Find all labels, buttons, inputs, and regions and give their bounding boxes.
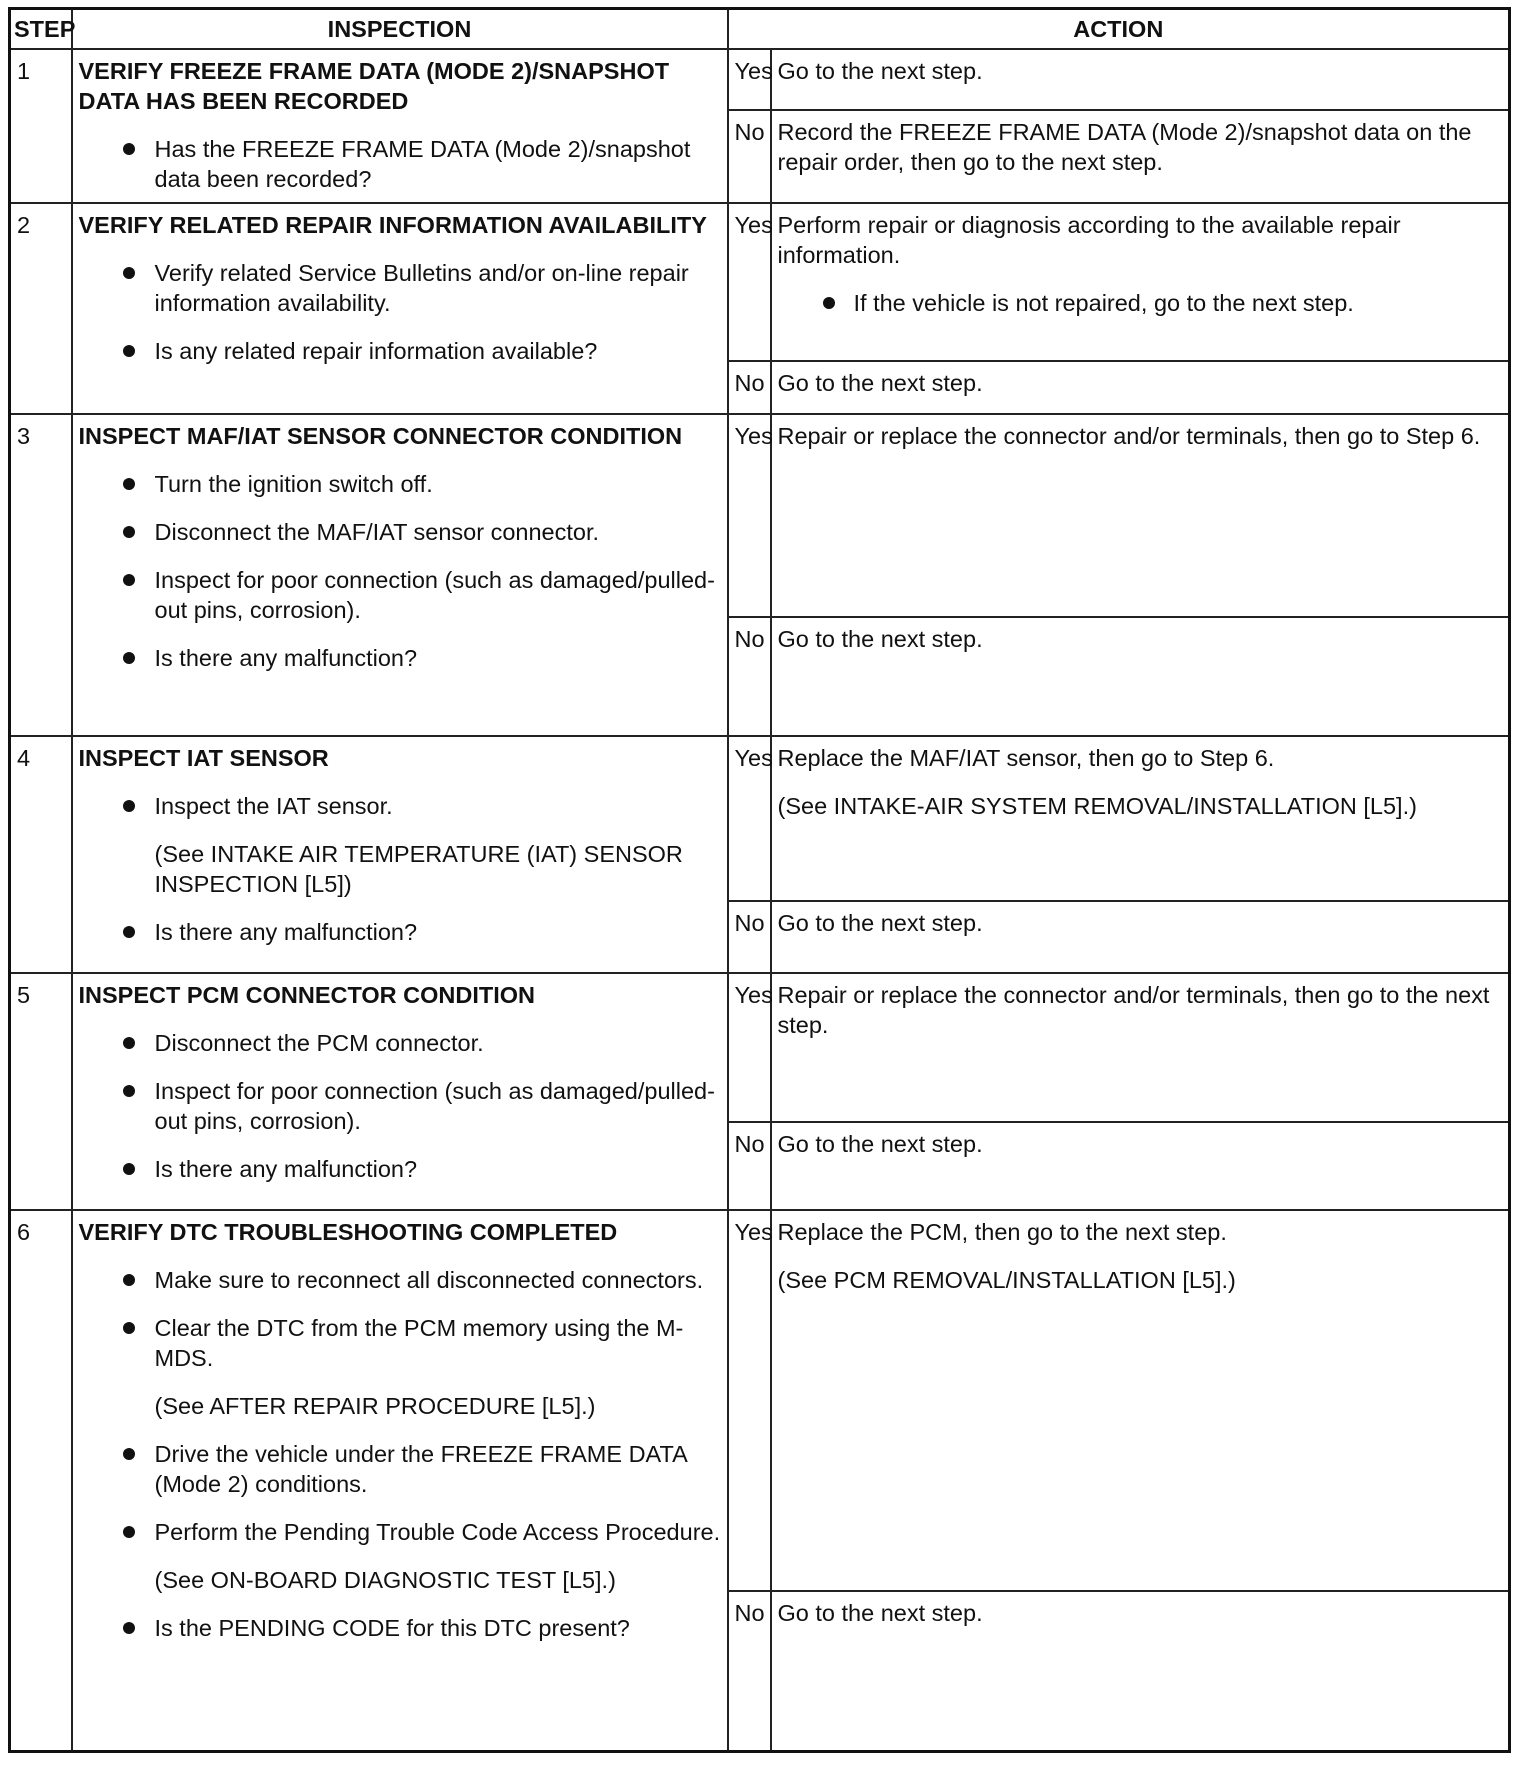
inspection-cell [72, 414, 728, 736]
yes-action: Repair or replace the connector and/or terminals, then go to the next step. [771, 973, 1510, 1122]
yes-action: Replace the PCM, then go to the next step. (See PCM REMOVAL/INSTALLATION [L5].) [771, 1210, 1510, 1591]
bullet-icon [123, 1163, 135, 1175]
inspection-title: INSPECT PCM CONNECTOR CONDITION [78, 982, 536, 1008]
inspection-item: Disconnect the PCM connector. [79, 1028, 721, 1058]
no-action: Go to the next step. [771, 617, 1510, 736]
no-action: Go to the next step. [771, 361, 1510, 414]
inspection-list [79, 791, 721, 947]
inspection-title: VERIFY RELATED REPAIR INFORMATION AVAILABILITY [78, 212, 707, 238]
yes-action: Perform repair or diagnosis according to the available repair information. If the vehicle is not repaired, go to the next step. [771, 203, 1510, 361]
inspection-title: VERIFY FREEZE FRAME DATA (MODE 2)/SNAPSHOT DATA HAS BEEN RECORDED [78, 58, 670, 114]
step-1 [10, 49, 1510, 203]
reference-note: (See PCM REMOVAL/INSTALLATION [L5].) [777, 1267, 1236, 1293]
bullet-icon [123, 1274, 135, 1286]
inspection-title: VERIFY DTC TROUBLESHOOTING COMPLETED [78, 1219, 618, 1245]
no-label: No [728, 361, 771, 414]
inspection-item: Clear the DTC from the PCM memory using the M-MDS. (See AFTER REPAIR PROCEDURE [L5].) [79, 1313, 721, 1421]
inspection-item: Drive the vehicle under the FREEZE FRAME DATA (Mode 2) conditions. [79, 1439, 721, 1499]
inspection-cell [72, 203, 728, 414]
bullet-icon [123, 143, 135, 155]
inspection-item: Perform the Pending Trouble Code Access Procedure. (See ON-BOARD DIAGNOSTIC TEST [L5].) [79, 1517, 721, 1595]
bullet-icon [123, 526, 135, 538]
inspection-item: Disconnect the MAF/IAT sensor connector. [79, 517, 721, 547]
yes-action: Repair or replace the connector and/or terminals, then go to Step 6. [771, 414, 1510, 617]
inspection-item: Inspect for poor connection (such as damaged/pulled-out pins, corrosion). [79, 1076, 721, 1136]
bullet-icon [123, 1322, 135, 1334]
diagnostic-table [8, 7, 1511, 1753]
header-row [10, 9, 1510, 50]
no-action: Go to the next step. [771, 1122, 1510, 1210]
inspection-cell [72, 736, 728, 973]
troubleshooting-sheet [8, 7, 1508, 1753]
inspection-item: Make sure to reconnect all disconnected connectors. [79, 1265, 721, 1295]
inspection-item: Is there any malfunction? [79, 1154, 721, 1184]
yes-label: Yes [728, 973, 771, 1122]
inspection-list [79, 469, 721, 673]
inspection-item: Is there any malfunction? [79, 643, 721, 673]
inspection-item: Inspect the IAT sensor. (See INTAKE AIR TEMPERATURE (IAT) SENSOR INSPECTION [L5]) [79, 791, 721, 899]
bullet-icon [123, 478, 135, 490]
inspection-cell [72, 49, 728, 203]
bullet-icon [123, 1448, 135, 1460]
header-inspection: INSPECTION [72, 9, 728, 50]
inspection-item: Turn the ignition switch off. [79, 469, 721, 499]
bullet-icon [123, 1085, 135, 1097]
step-number: 2 [10, 203, 72, 414]
inspection-item: Is there any malfunction? [79, 917, 721, 947]
bullet-icon [823, 297, 835, 309]
step-number: 4 [10, 736, 72, 973]
reference-note: (See AFTER REPAIR PROCEDURE [L5].) [154, 1393, 596, 1419]
step-5 [10, 973, 1510, 1210]
inspection-cell [72, 973, 728, 1210]
bullet-icon [123, 926, 135, 938]
no-label: No [728, 617, 771, 736]
yes-label: Yes [728, 203, 771, 361]
inspection-item: Is any related repair information available? [79, 336, 721, 366]
yes-action: Replace the MAF/IAT sensor, then go to Step 6. (See INTAKE-AIR SYSTEM REMOVAL/INSTALLATION [L5].) [771, 736, 1510, 901]
inspection-title: INSPECT MAF/IAT SENSOR CONNECTOR CONDITION [78, 423, 683, 449]
inspection-list [79, 134, 721, 194]
bullet-icon [123, 1037, 135, 1049]
inspection-list [79, 258, 721, 366]
inspection-item: Is the PENDING CODE for this DTC present? [79, 1613, 721, 1643]
header-step: STEP [10, 9, 72, 50]
step-2 [10, 203, 1510, 414]
yes-label: Yes [728, 1210, 771, 1591]
step-number: 3 [10, 414, 72, 736]
no-label: No [728, 110, 771, 203]
no-action: Record the FREEZE FRAME DATA (Mode 2)/snapshot data on the repair order, then go to the next step. [771, 110, 1510, 203]
step-3 [10, 414, 1510, 736]
step-6 [10, 1210, 1510, 1751]
step-4 [10, 736, 1510, 973]
yes-label: Yes [728, 736, 771, 901]
no-label: No [728, 1122, 771, 1210]
reference-note: (See INTAKE-AIR SYSTEM REMOVAL/INSTALLATION [L5].) [777, 793, 1417, 819]
reference-note: (See ON-BOARD DIAGNOSTIC TEST [L5].) [154, 1567, 616, 1593]
step-number: 1 [10, 49, 72, 203]
bullet-icon [123, 574, 135, 586]
inspection-item: Has the FREEZE FRAME DATA (Mode 2)/snapshot data been recorded? [79, 134, 721, 194]
yes-label: Yes [728, 49, 771, 110]
inspection-item: Verify related Service Bulletins and/or on-line repair information availability. [79, 258, 721, 318]
step-number: 6 [10, 1210, 72, 1751]
inspection-list [79, 1265, 721, 1643]
no-label: No [728, 1591, 771, 1751]
bullet-icon [123, 652, 135, 664]
inspection-cell [72, 1210, 728, 1751]
inspection-item: Inspect for poor connection (such as damaged/pulled-out pins, corrosion). [79, 565, 721, 625]
yes-label: Yes [728, 414, 771, 617]
step-number: 5 [10, 973, 72, 1210]
no-action: Go to the next step. [771, 1591, 1510, 1751]
reference-note: (See INTAKE AIR TEMPERATURE (IAT) SENSOR INSPECTION [L5]) [154, 841, 683, 897]
inspection-title: INSPECT IAT SENSOR [78, 745, 329, 771]
bullet-icon [123, 345, 135, 357]
yes-action: Go to the next step. [771, 49, 1510, 110]
bullet-icon [123, 1622, 135, 1634]
bullet-icon [123, 1526, 135, 1538]
header-action: ACTION [728, 9, 1510, 50]
bullet-icon [123, 800, 135, 812]
no-label: No [728, 901, 771, 973]
inspection-list [79, 1028, 721, 1184]
action-bullet: If the vehicle is not repaired, go to the next step. [778, 288, 1503, 318]
bullet-icon [123, 267, 135, 279]
no-action: Go to the next step. [771, 901, 1510, 973]
